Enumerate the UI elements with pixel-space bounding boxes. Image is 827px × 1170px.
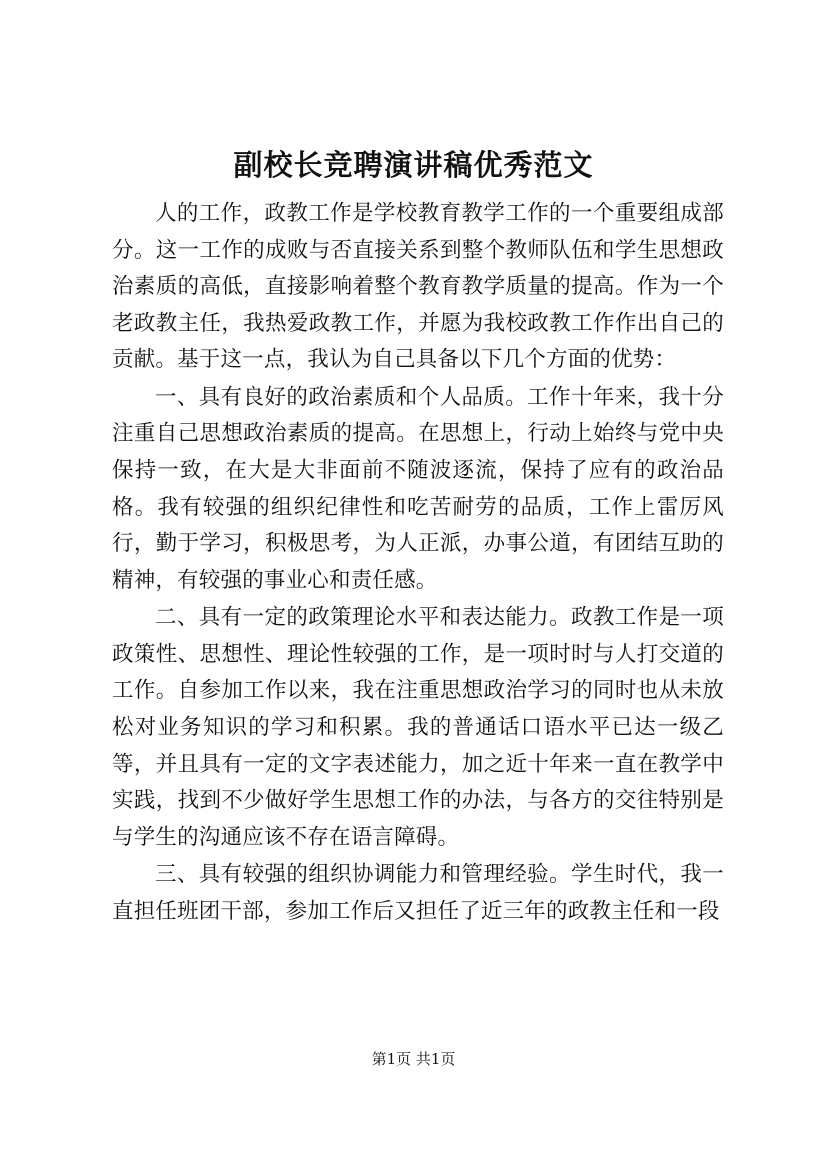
paragraph-organization-ability: 三、具有较强的组织协调能力和管理经验。学生时代，我一直担任班团干部，参加工作后又担任了近三年的政教主任和一段 (112, 862, 724, 924)
paragraph-policy-theory: 二、具有一定的政策理论水平和表达能力。政教工作是一项政策性、思想性、理论性较强的工作，是一项时时与人打交道的工作。自参加工作以来，我在注重思想政治学习的同时也从未放松对业务知识的学习和积累。我的普通话口语水平已达一级乙等，并且具有一定的文字表述能力，加之近十年来一直在教学中实践，找到不少做好学生思想工作的办法，与各方的交往特别是与学生的沟通应该不存在语言障碍。 (112, 605, 724, 850)
paragraph-political-quality: 一、具有良好的政治素质和个人品质。工作十年来，我十分注重自己思想政治素质的提高。在思想上，行动上始终与党中央保持一致，在大是大非面前不随波逐流，保持了应有的政治品格。我有较强的组织纪律性和吃苦耐劳的品质，工作上雷厉风行，勤于学习，积极思考，为人正派，办事公道，有团结互助的精神，有较强的事业心和责任感。 (112, 384, 724, 593)
paragraph-intro: 人的工作，政教工作是学校教育教学工作的一个重要组成部分。这一工作的成败与否直接关系到整个教师队伍和学生思想政治素质的高低，直接影响着整个教育教学质量的提高。作为一个老政教主任，我热爱政教工作，并愿为我校政教工作作出自己的贡献。基于这一点，我认为自己具备以下几个方面的优势： (112, 201, 724, 373)
page-footer (0, 1049, 827, 1069)
document-body (112, 196, 724, 930)
document-title: 副校长竞聘演讲稿优秀范文 (233, 148, 594, 182)
page-number-label: 第1页 共1页 (371, 1050, 456, 1068)
